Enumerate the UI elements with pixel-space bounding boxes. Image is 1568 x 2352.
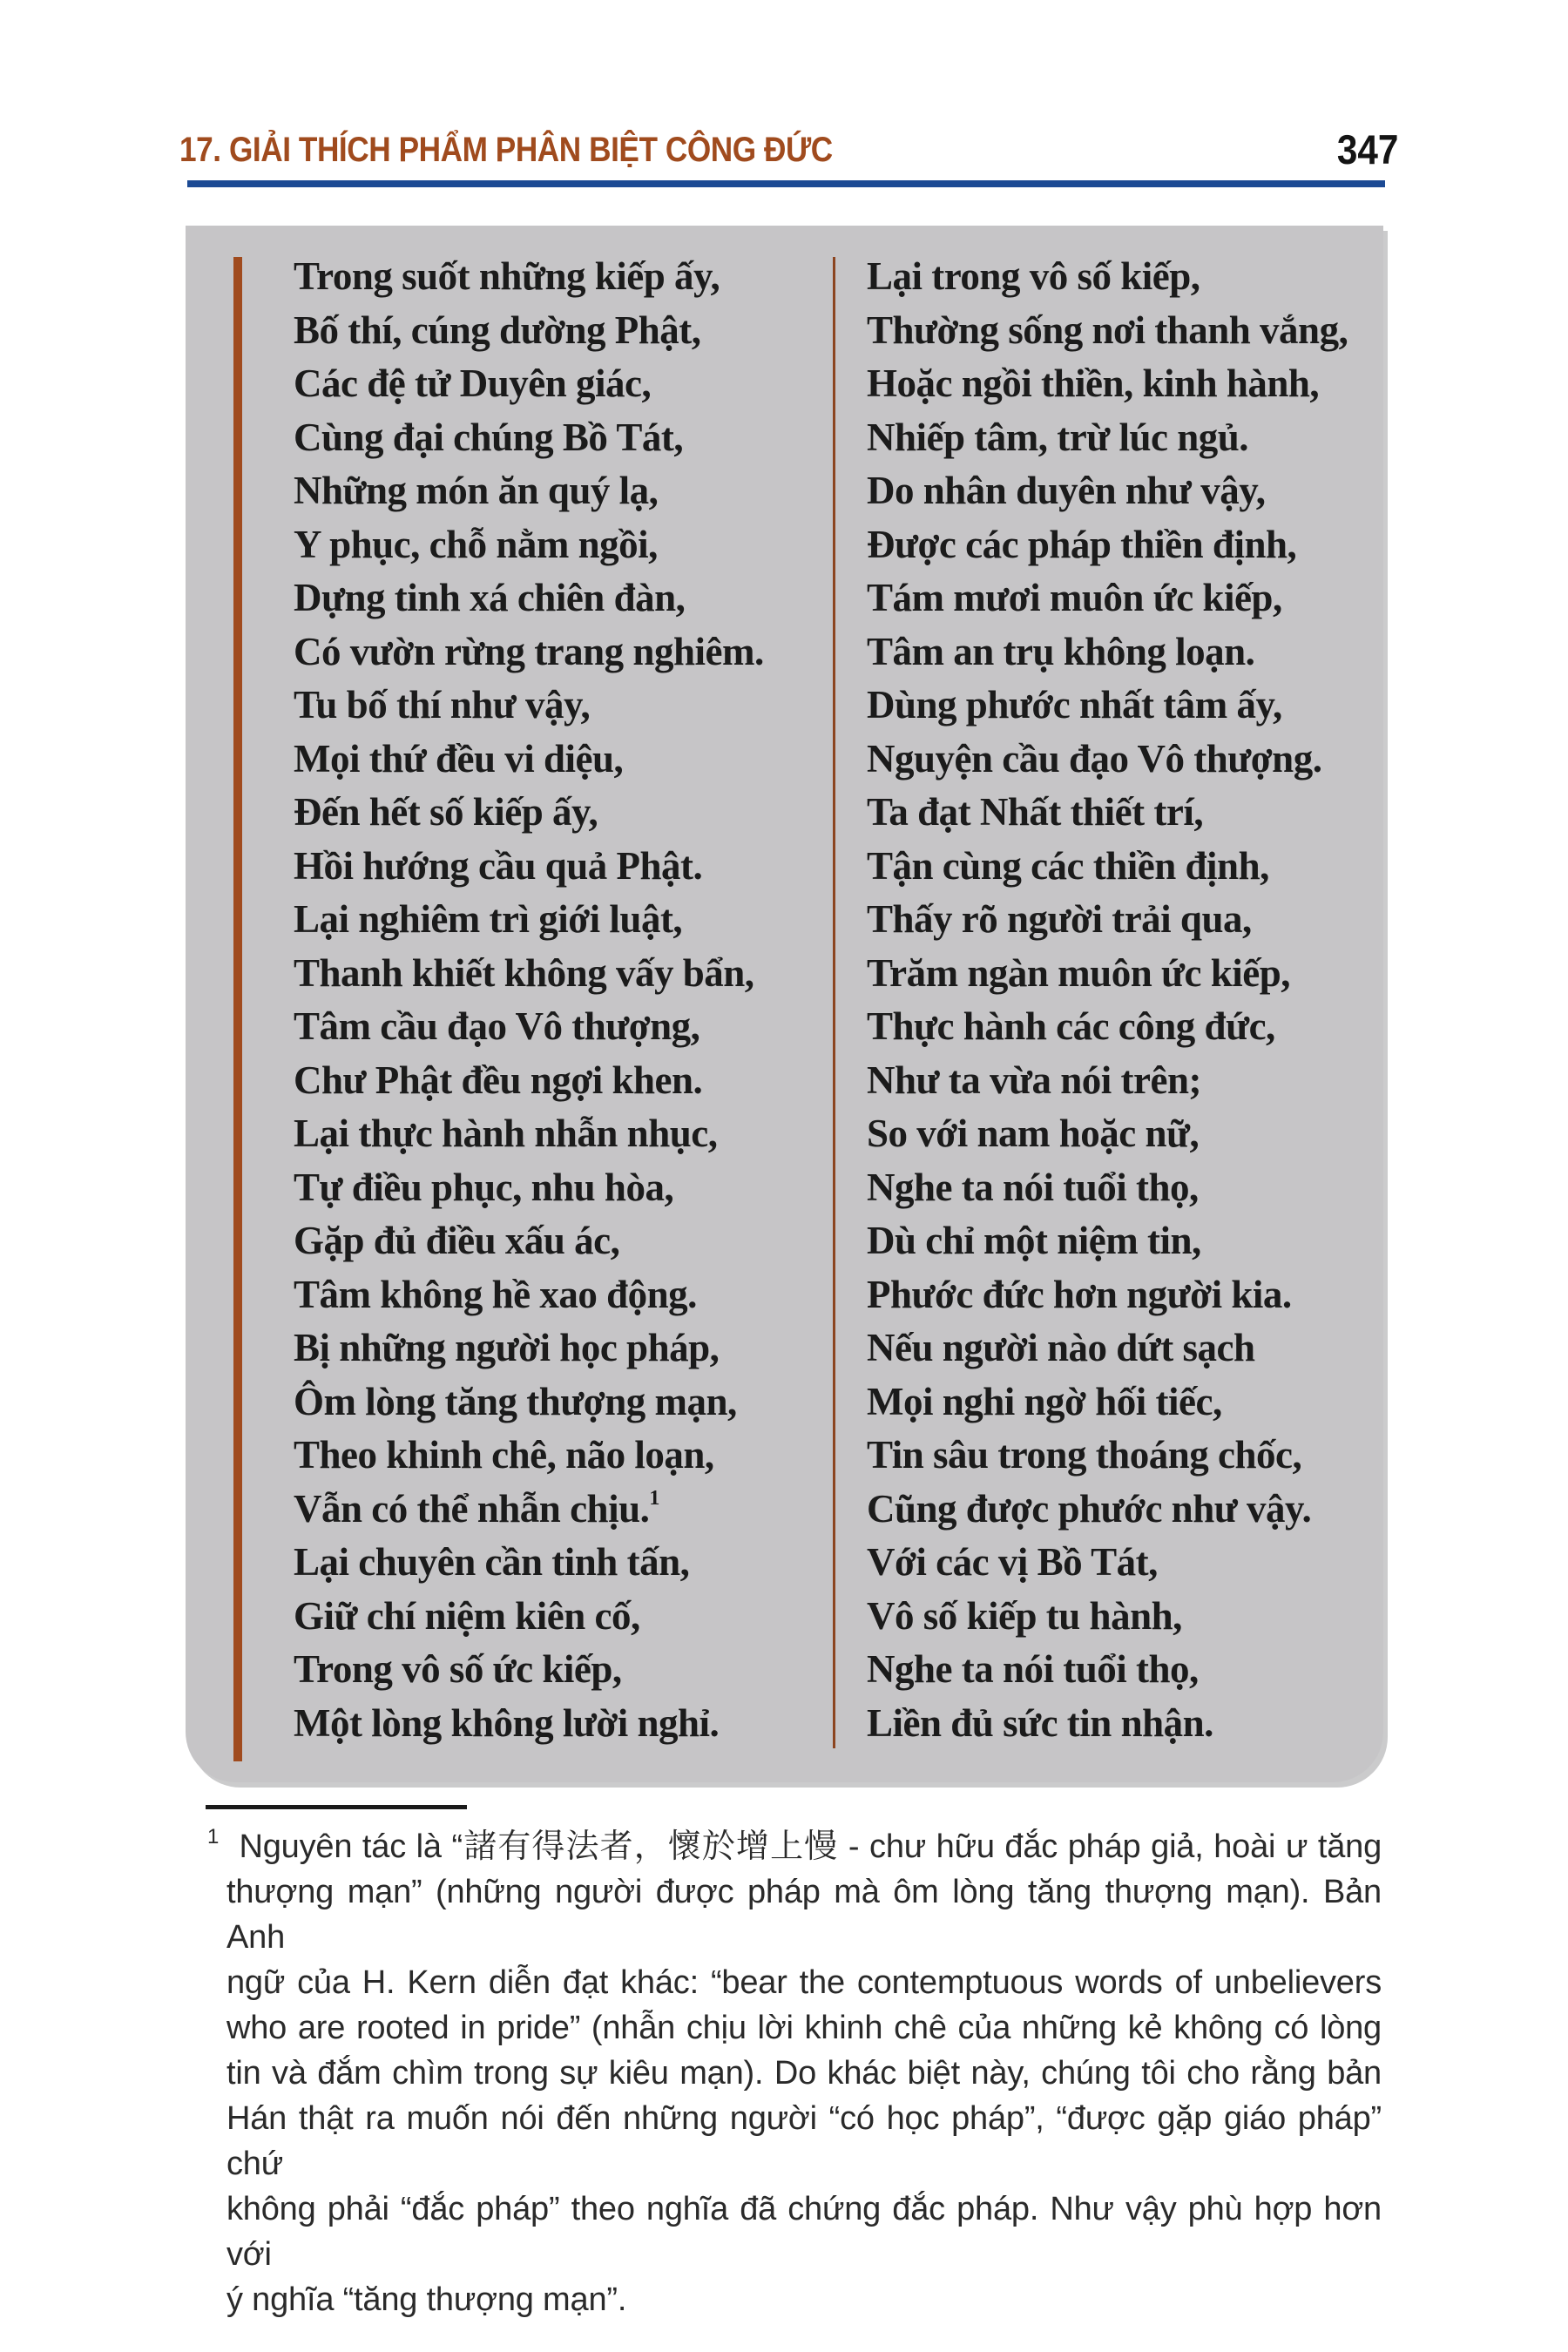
footnote-rule xyxy=(206,1805,467,1809)
verse-line: Vô số kiếp tu hành, xyxy=(867,1593,1182,1638)
verse-quote-box xyxy=(186,226,1383,1782)
verse-line: So với nam hoặc nữ, xyxy=(867,1112,1200,1155)
verse-line: Tự điều phục, nhu hòa, xyxy=(294,1165,674,1209)
footnote-line: Hán thật ra muốn nói đến những người “có học pháp”, “được gặp giáo pháp” chứ xyxy=(226,2100,1382,2182)
verse-line: Giữ chí niệm kiên cố, xyxy=(294,1593,640,1638)
footnote-line: who are rooted in pride” (nhẫn chịu lời khinh chê của những kẻ không có lòng xyxy=(226,2010,1382,2046)
footnote-line: $^1$ Nguyên tác là “諸有得法者，懷於增上慢 - chư hữu đắc pháp giả, hoài ư tăng xyxy=(207,1825,1382,1865)
footnote xyxy=(207,1824,1382,2322)
verse-line: Tu bố thí như vậy, xyxy=(294,683,591,727)
header-rule xyxy=(187,180,1385,187)
verse-line: Y phục, chỗ nằm ngồi, xyxy=(294,522,658,566)
footnote-line: thượng mạn” (những người được pháp mà ôm lòng tăng thượng mạn). Bản Anh xyxy=(226,1874,1382,1956)
verse-line: Ta đạt Nhất thiết trí, xyxy=(867,790,1204,834)
column-divider xyxy=(833,257,835,1748)
verse-line: Nhiếp tâm, trừ lúc ngủ. xyxy=(867,415,1249,459)
verse-line: Tâm an trụ không loạn. xyxy=(867,629,1255,673)
verse-line: Tin sâu trong thoáng chốc, xyxy=(867,1433,1302,1477)
verse-line: Cũng được phước như vậy. xyxy=(867,1486,1312,1531)
verse-line: Có vườn rừng trang nghiêm. xyxy=(294,629,764,673)
verse-line: Thấy rõ người trải qua, xyxy=(867,897,1252,941)
verse-line: Lại thực hành nhẫn nhục, xyxy=(294,1112,718,1155)
verse-line: Tâm cầu đạo Vô thượng, xyxy=(294,1004,700,1048)
verse-line: Bị những người học pháp, xyxy=(294,1326,720,1369)
footnote-marker: 1 xyxy=(207,1825,220,1848)
footnote-line: tin và đắm chìm trong sự kiêu mạn). Do khác biệt này, chúng tôi cho rằng bản xyxy=(226,2055,1382,2092)
verse-line: Dùng phước nhất tâm ấy, xyxy=(867,683,1282,727)
footnote-ref: 1 xyxy=(649,1486,659,1510)
verse-line: Các đệ tử Duyên giác, xyxy=(294,362,652,405)
verse-line: Trong vô số ức kiếp, xyxy=(294,1647,622,1691)
verse-line: Như ta vừa nói trên; xyxy=(867,1058,1201,1102)
verse-line: Mọi nghi ngờ hối tiếc, xyxy=(867,1379,1222,1423)
footnote-line: ý nghĩa “tăng thượng mạn”. xyxy=(226,2281,627,2318)
verse-line: Dựng tinh xá chiên đàn, xyxy=(294,576,686,619)
verse-line: Nếu người nào dứt sạch xyxy=(867,1326,1255,1369)
verse-line: Thực hành các công đức, xyxy=(867,1004,1275,1048)
verse-line: Tâm không hề xao động. xyxy=(294,1272,697,1316)
verse-line: Vẫn có thể nhẫn chịu.$^1$ xyxy=(294,1486,659,1531)
verse-line: Thường sống nơi thanh vắng, xyxy=(867,308,1348,352)
verse-line: Cùng đại chúng Bồ Tát, xyxy=(294,415,684,459)
verse-line: Theo khinh chê, não loạn, xyxy=(294,1433,714,1477)
verse-line: Tám mươi muôn ức kiếp, xyxy=(867,576,1282,619)
verse-line: Đến hết số kiếp ấy, xyxy=(294,790,598,834)
verse-line: Lại nghiêm trì giới luật, xyxy=(294,897,683,941)
verse-line: Ôm lòng tăng thượng mạn, xyxy=(294,1379,737,1423)
verse-line: Trăm ngàn muôn ức kiếp, xyxy=(867,950,1290,995)
left-accent-bar xyxy=(233,257,242,1761)
verse-line: Chư Phật đều ngợi khen. xyxy=(294,1058,703,1102)
verse-line: Hồi hướng cầu quả Phật. xyxy=(294,843,703,888)
verse-line: Nghe ta nói tuổi thọ, xyxy=(867,1165,1199,1209)
verse-column-right xyxy=(867,250,1348,1750)
verse-line: Với các vị Bồ Tát, xyxy=(867,1540,1158,1584)
verse-column-left xyxy=(294,250,764,1750)
page-number: 347 xyxy=(1336,126,1398,172)
verse-line: Liền đủ sức tin nhận. xyxy=(867,1700,1213,1745)
verse-line: Lại chuyên cần tinh tấn, xyxy=(294,1540,690,1584)
verse-line: Một lòng không lười nghỉ. xyxy=(294,1700,720,1745)
verse-line: Phước đức hơn người kia. xyxy=(867,1272,1292,1316)
verse-line: Bố thí, cúng dường Phật, xyxy=(294,308,701,352)
verse-line: Thanh khiết không vấy bẩn, xyxy=(294,950,754,995)
verse-line: Nguyện cầu đạo Vô thượng. xyxy=(867,736,1322,781)
footnote-line: không phải “đắc pháp” theo nghĩa đã chứng đắc pháp. Như vậy phù hợp hơn với xyxy=(226,2191,1382,2273)
verse-line: Dù chỉ một niệm tin, xyxy=(867,1219,1201,1262)
chapter-title: 17. GIẢI THÍCH PHẨM PHÂN BIỆT CÔNG ĐỨC xyxy=(179,131,833,169)
verse-line: Lại trong vô số kiếp, xyxy=(867,254,1200,298)
verse-line: Hoặc ngồi thiền, kinh hành, xyxy=(867,362,1320,405)
footnote-line: ngữ của H. Kern diễn đạt khác: “bear the contemptuous words of unbelievers xyxy=(226,1964,1382,2001)
verse-line: Gặp đủ điều xấu ác, xyxy=(294,1219,620,1262)
verse-line: Mọi thứ đều vi diệu, xyxy=(294,736,624,781)
verse-line: Nghe ta nói tuổi thọ, xyxy=(867,1647,1199,1691)
verse-line: Tận cùng các thiền định, xyxy=(867,843,1269,888)
verse-line: Những món ăn quý lạ, xyxy=(294,469,659,512)
verse-line: Do nhân duyên như vậy, xyxy=(867,469,1266,512)
verse-line: Trong suốt những kiếp ấy, xyxy=(294,254,720,298)
verse-line: Được các pháp thiền định, xyxy=(867,522,1297,566)
